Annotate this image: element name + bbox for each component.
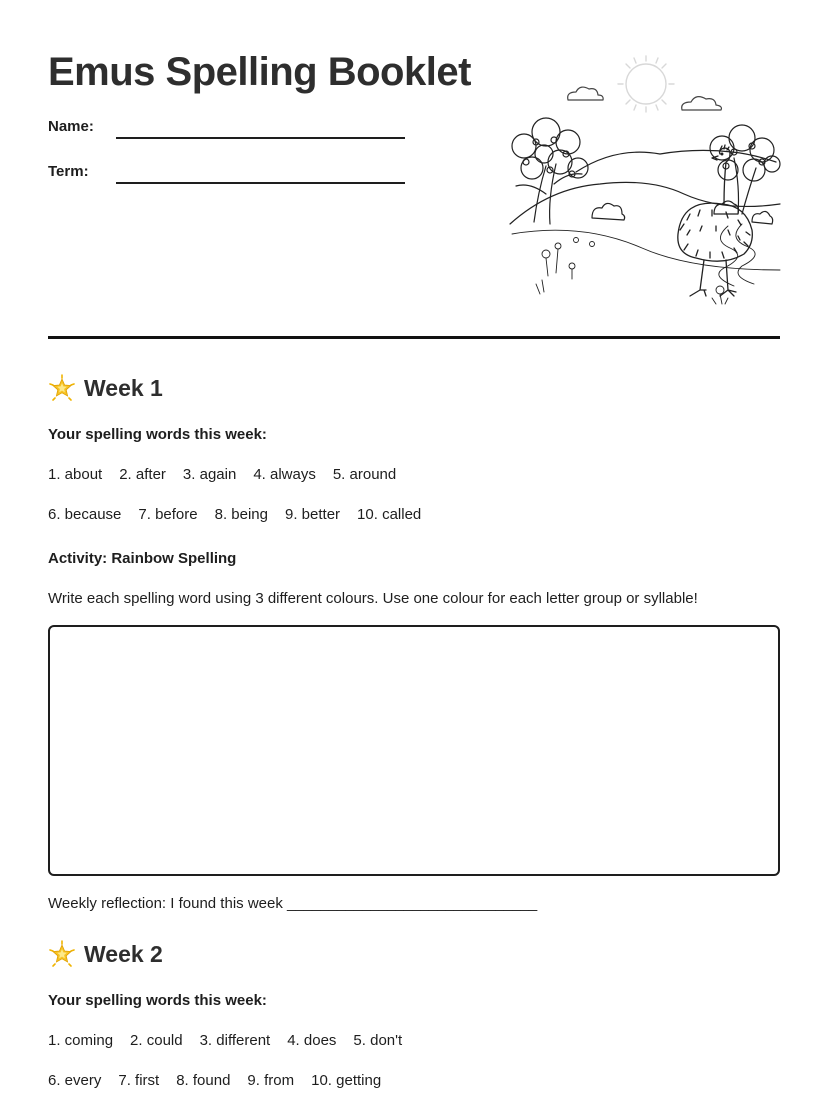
- week-1-words-row-2: [48, 506, 438, 523]
- cloud-icon: [682, 97, 722, 110]
- flower-icon: [536, 238, 728, 305]
- name-label: Name:: [48, 118, 94, 135]
- cloud-icon: [568, 87, 603, 100]
- spelling-word: 1. about: [48, 466, 103, 483]
- emu-icon: [678, 145, 753, 296]
- week-2-words-row-2: [48, 1072, 398, 1089]
- glowing-star-icon: [48, 374, 76, 402]
- week-1-words-row-1: [48, 466, 413, 483]
- spelling-word: 2. could: [130, 1032, 183, 1049]
- week-1-heading-text: Week 1: [84, 374, 163, 401]
- tree-icon: [710, 125, 780, 214]
- spelling-word: 5. don't: [353, 1032, 403, 1049]
- term-label: Term:: [48, 163, 89, 180]
- spelling-word: 1. coming: [48, 1032, 114, 1049]
- spelling-word: 9. better: [285, 506, 341, 523]
- spelling-word: 9. from: [247, 1072, 295, 1089]
- term-write-line: [116, 182, 405, 184]
- spelling-word: 10. getting: [311, 1072, 382, 1089]
- week-2-words-row-1: [48, 1032, 419, 1049]
- spelling-word: 5. around: [332, 466, 397, 483]
- week-1-activity-instructions: Write each spelling word using 3 different colours. Use one colour for each letter group or syllable!: [48, 590, 698, 607]
- spelling-word: 3. different: [199, 1032, 271, 1049]
- name-write-line: [116, 137, 405, 139]
- week-1-words-label: Your spelling words this week:: [48, 426, 267, 443]
- week-2-heading-text: Week 2: [84, 940, 163, 967]
- week-2-words-label: Your spelling words this week:: [48, 992, 267, 1009]
- spelling-word: 4. always: [253, 466, 316, 483]
- spelling-word: 8. found: [176, 1072, 231, 1089]
- spelling-word: 7. first: [118, 1072, 160, 1089]
- week-1-activity-title: Activity: Rainbow Spelling: [48, 550, 237, 567]
- week-1-activity-writing-box[interactable]: [48, 625, 780, 876]
- spelling-word: 7. before: [138, 506, 198, 523]
- booklet-title: Emus Spelling Booklet: [48, 50, 471, 94]
- spelling-word: 6. because: [48, 506, 122, 523]
- week-1-heading: [48, 374, 163, 402]
- spelling-word: 10. called: [357, 506, 422, 523]
- spelling-word: 4. does: [287, 1032, 337, 1049]
- header-divider: [48, 336, 780, 339]
- glowing-star-icon: [48, 940, 76, 968]
- spelling-word: 2. after: [119, 466, 166, 483]
- spelling-word: 6. every: [48, 1072, 102, 1089]
- week-1-reflection: Weekly reflection: I found this week ______________________________: [48, 895, 538, 912]
- week-2-heading: [48, 940, 163, 968]
- sun-icon: [618, 56, 674, 112]
- emu-landscape-illustration: [506, 54, 782, 306]
- spelling-word: 8. being: [214, 506, 268, 523]
- spelling-word: 3. again: [182, 466, 237, 483]
